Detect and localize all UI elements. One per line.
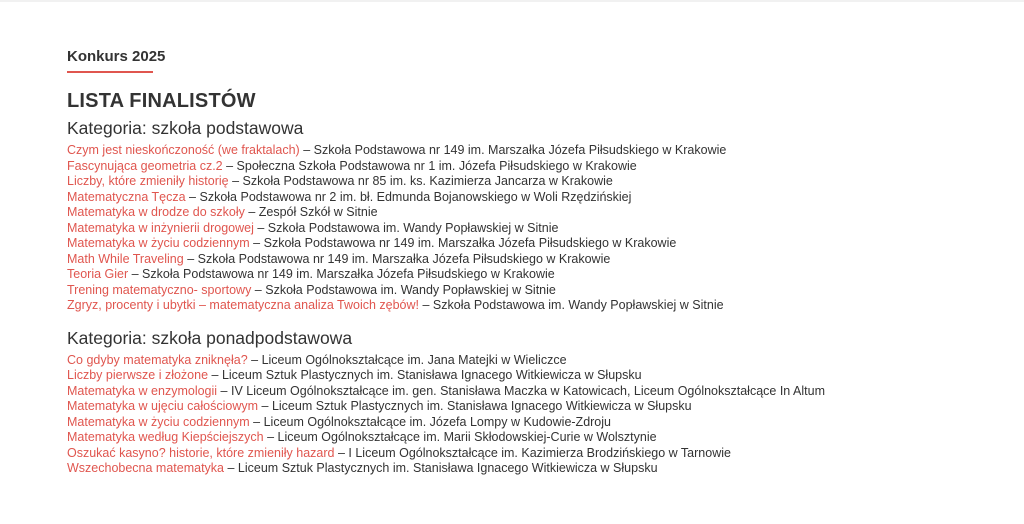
entry-separator: – bbox=[244, 205, 259, 219]
section-tag: Konkurs 2025 bbox=[67, 48, 166, 65]
entry-separator: – bbox=[183, 251, 198, 266]
category-title: Kategoria: szkoła ponadpodstawowa bbox=[67, 327, 353, 348]
school-name: Szkoła Podstawowa nr 149 im. Marszałka Józefa Piłsudskiego w Krakowie bbox=[197, 251, 611, 266]
entry-separator: – bbox=[299, 143, 314, 157]
school-name: Szkoła Podstawowa im. Wandy Popławskiej w Sitnie bbox=[432, 298, 724, 312]
finalist-entry bbox=[67, 399, 967, 415]
entry-separator: – bbox=[228, 174, 243, 188]
entry-separator: – bbox=[419, 298, 433, 312]
project-title-link[interactable]: Matematyczna Tęcza bbox=[67, 189, 186, 204]
finalists-content bbox=[67, 46, 967, 477]
finalist-entry bbox=[67, 252, 967, 268]
school-name: Szkoła Podstawowa nr 149 im. Marszałka Józefa Piłsudskiego w Krakowie bbox=[313, 143, 727, 157]
entry-separator: – bbox=[249, 236, 264, 250]
project-title-link[interactable]: Oszukać kasyno? historie, które zmieniły hazard bbox=[67, 445, 335, 460]
finalist-entry bbox=[67, 283, 967, 299]
finalist-entry bbox=[67, 461, 967, 477]
project-title-link[interactable]: Fascynująca geometria cz.2 bbox=[67, 158, 223, 173]
finalist-entry bbox=[67, 353, 967, 369]
school-name: IV Liceum Ogólnokształcące im. gen. Stanisława Maczka w Katowicach, Liceum Ogólnokształcące In Altum bbox=[230, 383, 825, 398]
project-title-link[interactable]: Matematyka według Kiepściejszych bbox=[67, 430, 264, 444]
section-tag-underline bbox=[67, 71, 153, 73]
school-name: Zespół Szkół w Sitnie bbox=[258, 205, 378, 219]
project-title-link[interactable]: Matematyka w życiu codziennym bbox=[67, 414, 250, 429]
project-title-link[interactable]: Math While Traveling bbox=[67, 251, 184, 266]
school-name: Liceum Sztuk Plastycznych im. Stanisława Ignacego Witkiewicza w Słupsku bbox=[221, 368, 642, 382]
entry-separator: – bbox=[253, 220, 268, 235]
school-name: I Liceum Ogólnokształcące im. Kazimierza Brodzińskiego w Tarnowie bbox=[348, 445, 731, 460]
category-title: Kategoria: szkoła podstawowa bbox=[67, 118, 304, 138]
project-title-link[interactable]: Matematyka w ujęciu całościowym bbox=[67, 399, 259, 413]
entry-separator: – bbox=[334, 445, 349, 460]
project-title-link[interactable]: Liczby, które zmieniły historię bbox=[67, 174, 229, 188]
project-title-link[interactable]: Matematyka w drodze do szkoły bbox=[67, 205, 245, 219]
entry-separator: – bbox=[217, 383, 231, 398]
entry-separator: – bbox=[258, 399, 272, 413]
top-border bbox=[0, 0, 1024, 2]
page-title: LISTA FINALISTÓW bbox=[67, 90, 256, 112]
school-name: Szkoła Podstawowa im. Wandy Popławskiej w Sitnie bbox=[265, 282, 556, 297]
project-title-link[interactable]: Trening matematyczno- sportowy bbox=[67, 282, 252, 297]
finalist-list bbox=[67, 353, 967, 477]
school-name: Liceum Sztuk Plastycznych im. Stanisława Ignacego Witkiewicza w Słupsku bbox=[237, 461, 658, 475]
finalist-entry bbox=[67, 159, 967, 175]
finalist-entry bbox=[67, 415, 967, 431]
school-name: Liceum Ogólnokształcące im. Jana Matejki w Wieliczce bbox=[261, 352, 567, 367]
entry-separator: – bbox=[185, 189, 200, 204]
entry-separator: – bbox=[128, 267, 143, 281]
school-name: Szkoła Podstawowa im. Wandy Popławskiej w Sitnie bbox=[267, 220, 559, 235]
entry-separator: – bbox=[247, 352, 262, 367]
project-title-link[interactable]: Czym jest nieskończoność (we fraktalach) bbox=[67, 143, 300, 157]
entry-separator: – bbox=[249, 414, 264, 429]
project-title-link[interactable]: Wszechobecna matematyka bbox=[67, 461, 225, 475]
project-title-link[interactable]: Matematyka w enzymologii bbox=[67, 383, 218, 398]
entry-separator: – bbox=[208, 368, 222, 382]
school-name: Liceum Ogólnokształcące im. Marii Skłodowskiej-Curie w Wolsztynie bbox=[277, 430, 657, 444]
finalist-entry bbox=[67, 446, 967, 462]
finalist-entry bbox=[67, 384, 967, 400]
finalist-entry bbox=[67, 298, 967, 314]
finalist-entry bbox=[67, 190, 967, 206]
project-title-link[interactable]: Matematyka w inżynierii drogowej bbox=[67, 220, 254, 235]
school-name: Liceum Ogólnokształcące im. Józefa Lompy w Kudowie-Zdroju bbox=[263, 414, 611, 429]
project-title-link[interactable]: Liczby pierwsze i złożone bbox=[67, 368, 209, 382]
entry-separator: – bbox=[263, 430, 278, 444]
school-name: Szkoła Podstawowa nr 2 im. bł. Edmunda Bojanowskiego w Woli Rzędzińskiej bbox=[199, 189, 632, 204]
school-name: Społeczna Szkoła Podstawowa nr 1 im. Józefa Piłsudskiego w Krakowie bbox=[236, 158, 637, 173]
entry-separator: – bbox=[251, 282, 266, 297]
project-title-link[interactable]: Teoria Gier bbox=[67, 267, 129, 281]
school-name: Szkoła Podstawowa nr 85 im. ks. Kazimierza Jancarza w Krakowie bbox=[242, 174, 613, 188]
finalist-list bbox=[67, 143, 967, 314]
school-name: Szkoła Podstawowa nr 149 im. Marszałka Józefa Piłsudskiego w Krakowie bbox=[263, 236, 677, 250]
finalist-entry bbox=[67, 430, 967, 446]
school-name: Szkoła Podstawowa nr 149 im. Marszałka Józefa Piłsudskiego w Krakowie bbox=[142, 267, 555, 281]
finalist-entry bbox=[67, 143, 967, 159]
finalist-entry bbox=[67, 236, 967, 252]
entry-separator: – bbox=[224, 461, 238, 475]
finalist-entry bbox=[67, 368, 967, 384]
project-title-link[interactable]: Co gdyby matematyka zniknęła? bbox=[67, 352, 248, 367]
school-name: Liceum Sztuk Plastycznych im. Stanisława Ignacego Witkiewicza w Słupsku bbox=[271, 399, 692, 413]
finalist-entry bbox=[67, 174, 967, 190]
finalist-entry bbox=[67, 221, 967, 237]
finalist-entry bbox=[67, 205, 967, 221]
project-title-link[interactable]: Zgryz, procenty i ubytki – matematyczna analiza Twoich zębów! bbox=[67, 298, 420, 312]
project-title-link[interactable]: Matematyka w życiu codziennym bbox=[67, 236, 250, 250]
finalist-entry bbox=[67, 267, 967, 283]
category-secondary bbox=[67, 327, 967, 477]
category-primary bbox=[67, 117, 967, 314]
entry-separator: – bbox=[222, 158, 237, 173]
